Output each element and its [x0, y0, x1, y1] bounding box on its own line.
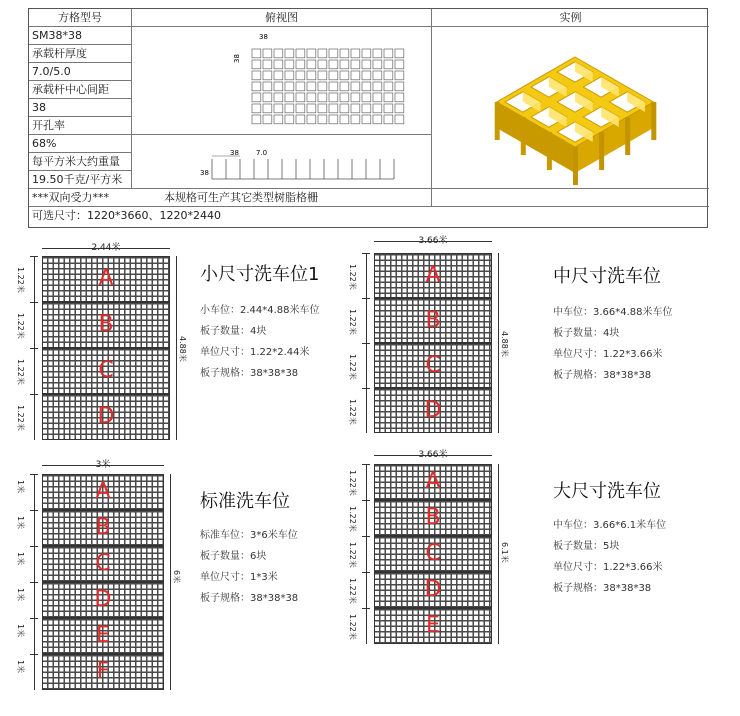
grid-hole [318, 115, 327, 124]
spec-table [28, 8, 708, 228]
grid-hole [296, 93, 305, 102]
plan-title: 大尺寸洗车位 [553, 481, 661, 502]
panel-dim-label: 1.22米 [348, 470, 357, 496]
grid-hole [296, 49, 305, 58]
production-note: 本规格可生产其它类型树脂格栅 [164, 191, 318, 204]
open-rate-label: 开孔率 [29, 117, 132, 135]
section-cell [132, 135, 432, 189]
grid-hole [263, 60, 272, 69]
grating-leg [547, 132, 552, 170]
grid-hole [274, 49, 283, 58]
grid-hole [307, 115, 316, 124]
plan-info [553, 515, 666, 599]
thickness-value: 7.0/5.0 [29, 63, 132, 81]
grid-hole [318, 104, 327, 113]
grid-hole [252, 71, 261, 80]
panel-letter: E [96, 623, 110, 648]
open-rate-value: 68% [29, 135, 132, 153]
panel-letter: B [425, 307, 441, 333]
total-dim-label: 4.88米 [500, 331, 509, 357]
grid-hole [307, 93, 316, 102]
grid-hole [285, 49, 294, 58]
grid-hole [362, 71, 371, 80]
panel-letter: D [424, 397, 442, 423]
panel-letter: E [426, 613, 440, 638]
panel-dim-label: 1.22米 [348, 506, 357, 532]
grid-hole [329, 49, 338, 58]
panel-letter: C [425, 541, 441, 566]
panel-dim-label: 1米 [16, 480, 25, 494]
grid-hole [307, 104, 316, 113]
grid-hole [373, 49, 382, 58]
panel-dim-label: 1米 [16, 624, 25, 638]
dim-38-side: 38 [233, 54, 241, 63]
plan-title: 标准洗车位 [200, 491, 290, 512]
grid-hole [395, 93, 404, 102]
left-dim-line [34, 474, 35, 690]
panel-letter: A [98, 266, 114, 291]
spacing-value: 38 [29, 99, 132, 117]
grid-hole [384, 49, 393, 58]
grid-hole [373, 115, 382, 124]
plan-info-line: 板子数量：4块 [553, 328, 620, 339]
grid-hole [329, 104, 338, 113]
section-dim-7: 7.0 [256, 149, 268, 157]
header-model: 方格型号 [29, 9, 132, 27]
grid-hole [351, 82, 360, 91]
grating-leg [495, 102, 500, 140]
grid-hole [274, 93, 283, 102]
plan-info-line: 单位尺寸：1.22*3.66米 [553, 562, 663, 573]
grid-hole [351, 104, 360, 113]
plan-info [553, 302, 673, 386]
blank-cell [432, 189, 709, 207]
plan-info-line: 板子规格：38*38*38 [553, 370, 652, 381]
weight-label: 每平方米大约重量 [29, 153, 132, 171]
grid-hole [362, 82, 371, 91]
grid-hole [263, 104, 272, 113]
grid-hole [263, 82, 272, 91]
panel-dim-label: 1.22米 [348, 578, 357, 604]
plan-title: 小尺寸洗车位1 [200, 264, 320, 285]
width-dim-label: 3.66米 [418, 236, 448, 246]
grid-hole [274, 115, 283, 124]
plan-info [200, 300, 320, 384]
grid-hole [362, 93, 371, 102]
panel-letter: A [95, 479, 111, 504]
grid-hole [351, 71, 360, 80]
grid-hole [329, 60, 338, 69]
grid-hole [285, 60, 294, 69]
sizes-row: 可选尺寸：1220*3660、1220*2440 [32, 209, 221, 222]
plan-info-line: 板子数量：6块 [200, 551, 267, 562]
grating-leg [573, 147, 578, 185]
grid-hole [274, 82, 283, 91]
grating-leg [521, 117, 526, 155]
plan-info-line: 板子数量：5块 [553, 541, 620, 552]
total-dim-label: 6米 [172, 570, 181, 584]
grid-hole [340, 71, 349, 80]
left-dim-line [366, 253, 367, 433]
grid-hole [263, 93, 272, 102]
grating-topview-diagram [135, 27, 432, 135]
grid-hole [329, 71, 338, 80]
grid-hole [263, 71, 272, 80]
plan-info-line: 板子规格：38*38*38 [553, 583, 652, 594]
plan-info-line: 板子规格：38*38*38 [200, 368, 299, 379]
total-dim-label: 4.88米 [178, 336, 187, 362]
grid-hole [373, 93, 382, 102]
grid-hole [329, 115, 338, 124]
width-dim-label: 2.44米 [91, 243, 121, 253]
panel-letter: C [95, 551, 111, 576]
grid-hole [384, 60, 393, 69]
thickness-label: 承载杆厚度 [29, 45, 132, 63]
panel-letter: D [97, 404, 115, 429]
grid-hole [395, 60, 404, 69]
grid-hole [373, 82, 382, 91]
grid-hole [252, 49, 261, 58]
grid-hole [329, 82, 338, 91]
grating-leg [599, 132, 604, 170]
grid-hole [318, 49, 327, 58]
plan-info-line: 单位尺寸：1.22*2.44米 [200, 347, 310, 358]
section-dim-38: 38 [230, 149, 239, 157]
panel-letter: C [425, 352, 441, 378]
spacing-label: 承载杆中心间距 [29, 81, 132, 99]
grid-hole [351, 60, 360, 69]
panel-letter: B [98, 312, 114, 337]
grid-hole [384, 82, 393, 91]
panel-letter: B [425, 505, 441, 530]
header-example: 实例 [432, 9, 709, 27]
example-cell [432, 27, 709, 189]
grid-hole [296, 82, 305, 91]
panel-dim-label: 1.22米 [348, 614, 357, 640]
grid-hole [340, 93, 349, 102]
width-dim-label: 3.66米 [418, 450, 448, 460]
grid-hole [384, 104, 393, 113]
plan-info [200, 525, 298, 609]
grid-hole [285, 82, 294, 91]
panel-dim-label: 1米 [16, 588, 25, 602]
yellow-grating-photo [435, 27, 709, 189]
grid-hole [252, 82, 261, 91]
plan-info-line: 单位尺寸：1*3米 [200, 572, 278, 583]
panel-letter: D [94, 587, 112, 612]
grid-hole [395, 49, 404, 58]
plan-info-line: 单位尺寸：1.22*3.66米 [553, 349, 663, 360]
plan-info-line: 标准车位：3*6米车位 [200, 530, 298, 541]
panel-dim-label: 1.22米 [348, 263, 357, 290]
model-value: SM38*38 [29, 27, 132, 45]
grid-hole [340, 82, 349, 91]
grid-hole [384, 115, 393, 124]
bidirectional-row [29, 189, 432, 207]
panel-dim-label: 1.22米 [16, 267, 25, 293]
grid-hole [362, 49, 371, 58]
grid-hole [307, 60, 316, 69]
panel-dim-label: 1米 [16, 552, 25, 566]
grid-hole [274, 71, 283, 80]
grating-leg [625, 117, 630, 155]
bidirectional-label: ***双向受力*** [32, 191, 109, 204]
grid-hole [373, 71, 382, 80]
grid-hole [395, 71, 404, 80]
panel-dim-label: 1米 [16, 660, 25, 674]
grid-hole [395, 104, 404, 113]
grid-hole [340, 115, 349, 124]
plan-info-line: 中车位：3.66*4.88米车位 [553, 307, 673, 318]
grid-hole [285, 71, 294, 80]
grid-hole [340, 49, 349, 58]
plan-info-line: 小车位：2.44*4.88米车位 [200, 305, 320, 316]
topview-cell [132, 27, 432, 135]
grid-hole [362, 104, 371, 113]
section-dim-left: 38 [200, 169, 209, 177]
grid-hole [395, 115, 404, 124]
grid-hole [285, 93, 294, 102]
header-topview: 俯视图 [132, 9, 432, 27]
weight-value: 19.50千克/平方米 [29, 171, 132, 189]
grid-hole [307, 49, 316, 58]
panel-dim-label: 1.22米 [16, 313, 25, 339]
panel-dim-label: 1.22米 [348, 398, 357, 425]
left-dim-line [34, 256, 35, 440]
grid-hole [307, 82, 316, 91]
panel-letter: C [98, 358, 114, 383]
grid-hole [252, 93, 261, 102]
grid-hole [340, 60, 349, 69]
grid-hole [318, 71, 327, 80]
grid-hole [384, 93, 393, 102]
grid-hole [384, 71, 393, 80]
grid-hole [329, 93, 338, 102]
grid-hole [274, 104, 283, 113]
width-dim-label: 3米 [95, 460, 111, 470]
grid-hole [252, 104, 261, 113]
dim-38-top: 38 [259, 33, 268, 41]
grid-hole [307, 71, 316, 80]
plan-info-line: 板子规格：38*38*38 [200, 593, 299, 604]
grid-hole [296, 60, 305, 69]
panel-dim-label: 1米 [16, 516, 25, 530]
grid-hole [362, 60, 371, 69]
panel-letter: A [425, 469, 441, 494]
panel-dim-label: 1.22米 [348, 308, 357, 335]
grid-hole [274, 60, 283, 69]
grid-hole [296, 71, 305, 80]
grid-hole [285, 115, 294, 124]
panel-dim-label: 1.22米 [348, 542, 357, 568]
panel-letter: D [424, 577, 442, 602]
grid-hole [362, 115, 371, 124]
grid-hole [252, 60, 261, 69]
grid-hole [395, 82, 404, 91]
grid-hole [296, 104, 305, 113]
plan-title: 中尺寸洗车位 [553, 266, 661, 287]
left-dim-line [366, 464, 367, 644]
total-dim-label: 6.1米 [500, 542, 509, 563]
grid-hole [351, 115, 360, 124]
grating-section-diagram [135, 135, 432, 189]
grid-hole [318, 82, 327, 91]
grid-hole [263, 115, 272, 124]
panel-dim-label: 1.22米 [348, 353, 357, 380]
grid-hole [296, 115, 305, 124]
grating-leg [651, 102, 656, 140]
panel-letter: A [425, 262, 441, 288]
grid-hole [373, 60, 382, 69]
grid-hole [318, 93, 327, 102]
grid-hole [351, 49, 360, 58]
plan-info-line: 中车位：3.66*6.1米车位 [553, 520, 667, 531]
grid-hole [285, 104, 294, 113]
panel-letter: B [95, 515, 111, 540]
panel-dim-label: 1.22米 [16, 359, 25, 385]
grid-hole [263, 49, 272, 58]
plan-info-line: 板子数量：4块 [200, 326, 267, 337]
grid-hole [252, 115, 261, 124]
grid-hole [373, 104, 382, 113]
panel-letter: F [96, 659, 110, 684]
grid-hole [318, 60, 327, 69]
panel-dim-label: 1.22米 [16, 405, 25, 431]
grid-hole [351, 93, 360, 102]
grid-hole [340, 104, 349, 113]
